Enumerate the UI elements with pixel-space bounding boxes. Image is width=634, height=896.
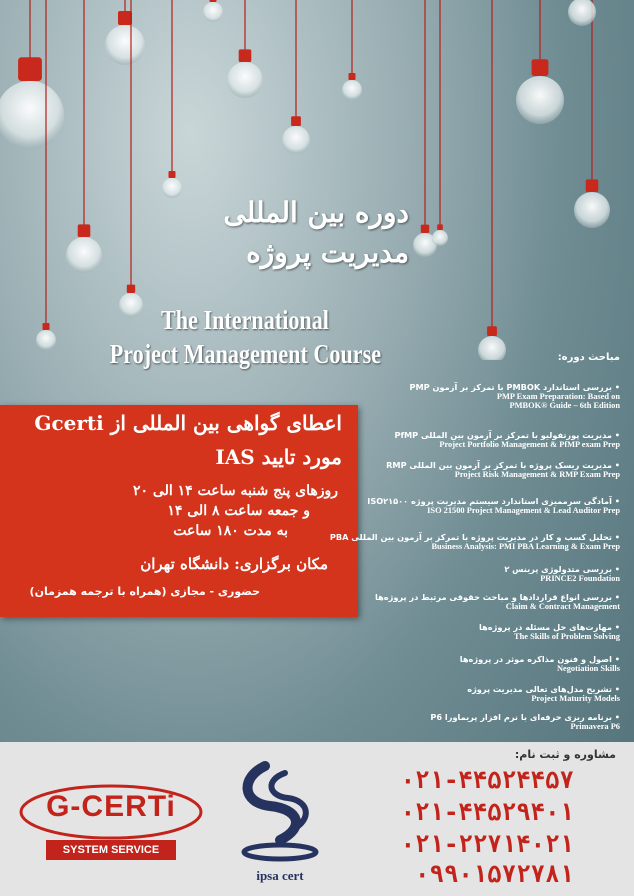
bulb-icon [342,0,362,100]
topic-en: PRINCE2 Foundation [540,574,620,583]
bulb-icon [105,0,145,65]
phone-number[interactable]: ۰۲۱-۴۴۵۲۹۴۰۱ [400,798,574,826]
bulb-icon [36,0,56,350]
bulb-icon [432,0,448,246]
venue-text: مکان برگزاری: دانشگاه تهران [140,555,328,573]
topic-fa: • تشریح مدل‌های تعالی مدیریت پروژه [467,684,620,694]
bulb-icon [282,0,310,154]
topic-item [360,382,620,410]
topic-fa: • بررسی متدولوژی پرینس ۲ [504,564,620,574]
registration-label: مشاوره و ثبت نام: [514,748,616,761]
topic-en: PMBOK® Guide – 6th Edition [509,401,620,410]
title-fa-line1: دوره بین المللی [223,196,409,229]
topic-item [360,684,620,703]
bulb-icon [162,0,182,198]
bulb-icon [227,0,263,98]
bulb-icon [478,0,506,360]
phone-number[interactable]: ۰۲۱-۲۲۷۱۴۰۲۱ [400,830,574,858]
ipsa-cert-logo [230,758,330,888]
topic-en: ISO 21500 Project Management & Lead Auditor Prep [427,506,620,515]
topic-item [360,592,620,611]
topic-item [329,532,620,551]
topic-en: Project Risk Management & RMP Exam Prep [454,470,620,479]
topic-fa: • اصول و فنون مذاکره موثر در پروژه‌ها [459,654,620,664]
topic-en: Claim & Contract Management [505,602,620,611]
title-en-line1: The International [161,305,329,335]
course-topics [329,352,620,731]
certificate-line2: مورد تایید IAS [215,445,342,469]
topic-item [360,496,620,515]
topic-en: Primavera P6 [570,722,620,731]
topic-fa: • آمادگی سرممیزی استاندارد سیستم مدیریت پروژه ISO۲۱۵۰۰ [367,496,620,506]
topic-en: Business Analysis: PMI PBA Learning & Exam Prep [431,542,620,551]
topic-item [360,654,620,673]
bulb-icon [0,0,64,149]
ipsa-logo-text: ipsa cert [256,868,304,883]
bulb-icon [574,0,610,228]
title-fa-line2: مدیریت پروژه [246,236,409,269]
topic-fa: • بررسی انواع قراردادها و مباحث حقوقی مرتبط در پروژه‌ها [375,592,620,602]
certificate-line1: اعطای گواهی بین المللی از Gcerti [34,411,342,435]
topic-item [360,622,620,641]
topic-item [360,430,620,449]
topic-item [360,460,620,479]
schedule-line2: و جمعه ساعت ۸ الی ۱۴ [167,503,310,519]
course-mode-text: حضوری - مجازی (همراه با ترجمه همزمان) [29,585,260,598]
topic-en: Project Maturity Models [531,694,620,703]
title-en-line2: Project Management Course [109,339,382,369]
topic-item [360,564,620,583]
topic-fa: • مدیریت ریسک پروژه با تمرکز بر آزمون بین المللی RMP [386,460,620,470]
gcerti-logo-sub: SYSTEM SERVICE [46,840,176,860]
schedule-line1: روزهای پنج شنبه ساعت ۱۴ الی ۲۰ [133,483,338,499]
bulb-icon [413,0,437,257]
topic-en: The Skills of Problem Solving [514,632,620,641]
footer [0,742,634,896]
topic-fa: • بررسی استاندارد PMBOK با تمرکز بر آزمون PMP [409,382,620,392]
phone-number[interactable]: ۰۹۹۰۱۵۷۲۷۸۱ [415,860,574,888]
certificate-box [0,405,358,617]
topic-item [360,712,620,731]
gcerti-logo-text: G-CERTi [46,790,176,823]
topic-fa: • تحلیل کسب و کار در مدیریت پروژه با تمرکز بر آزمون بین المللی PBA [329,532,620,542]
bulb-icon [66,0,102,273]
topic-fa: • مدیریت پورتفولیو با تمرکز بر آزمون بین المللی PfMP [394,430,620,440]
topic-fa: • مهارت‌های حل مسئله در پروژه‌ها [479,622,620,632]
schedule-line3: به مدت ۱۸۰ ساعت [173,523,288,539]
topic-en: PMP Exam Preparation: Based on [496,392,620,401]
bulb-icon [203,0,223,22]
topics-heading: مباحث دوره: [557,352,620,363]
gcerti-logo [16,782,206,864]
topic-en: Negotiation Skills [556,664,620,673]
bulb-icon [516,0,564,124]
topic-en: Project Portfolio Management & PfMP exam Prep [439,440,620,449]
ipsa-emblem-icon [230,758,330,868]
phone-number[interactable]: ۰۲۱-۴۴۵۲۴۴۵۷ [400,766,574,794]
topic-fa: • برنامه ریزی حرفه‌ای با نرم افزار پریماورا P6 [430,712,620,722]
